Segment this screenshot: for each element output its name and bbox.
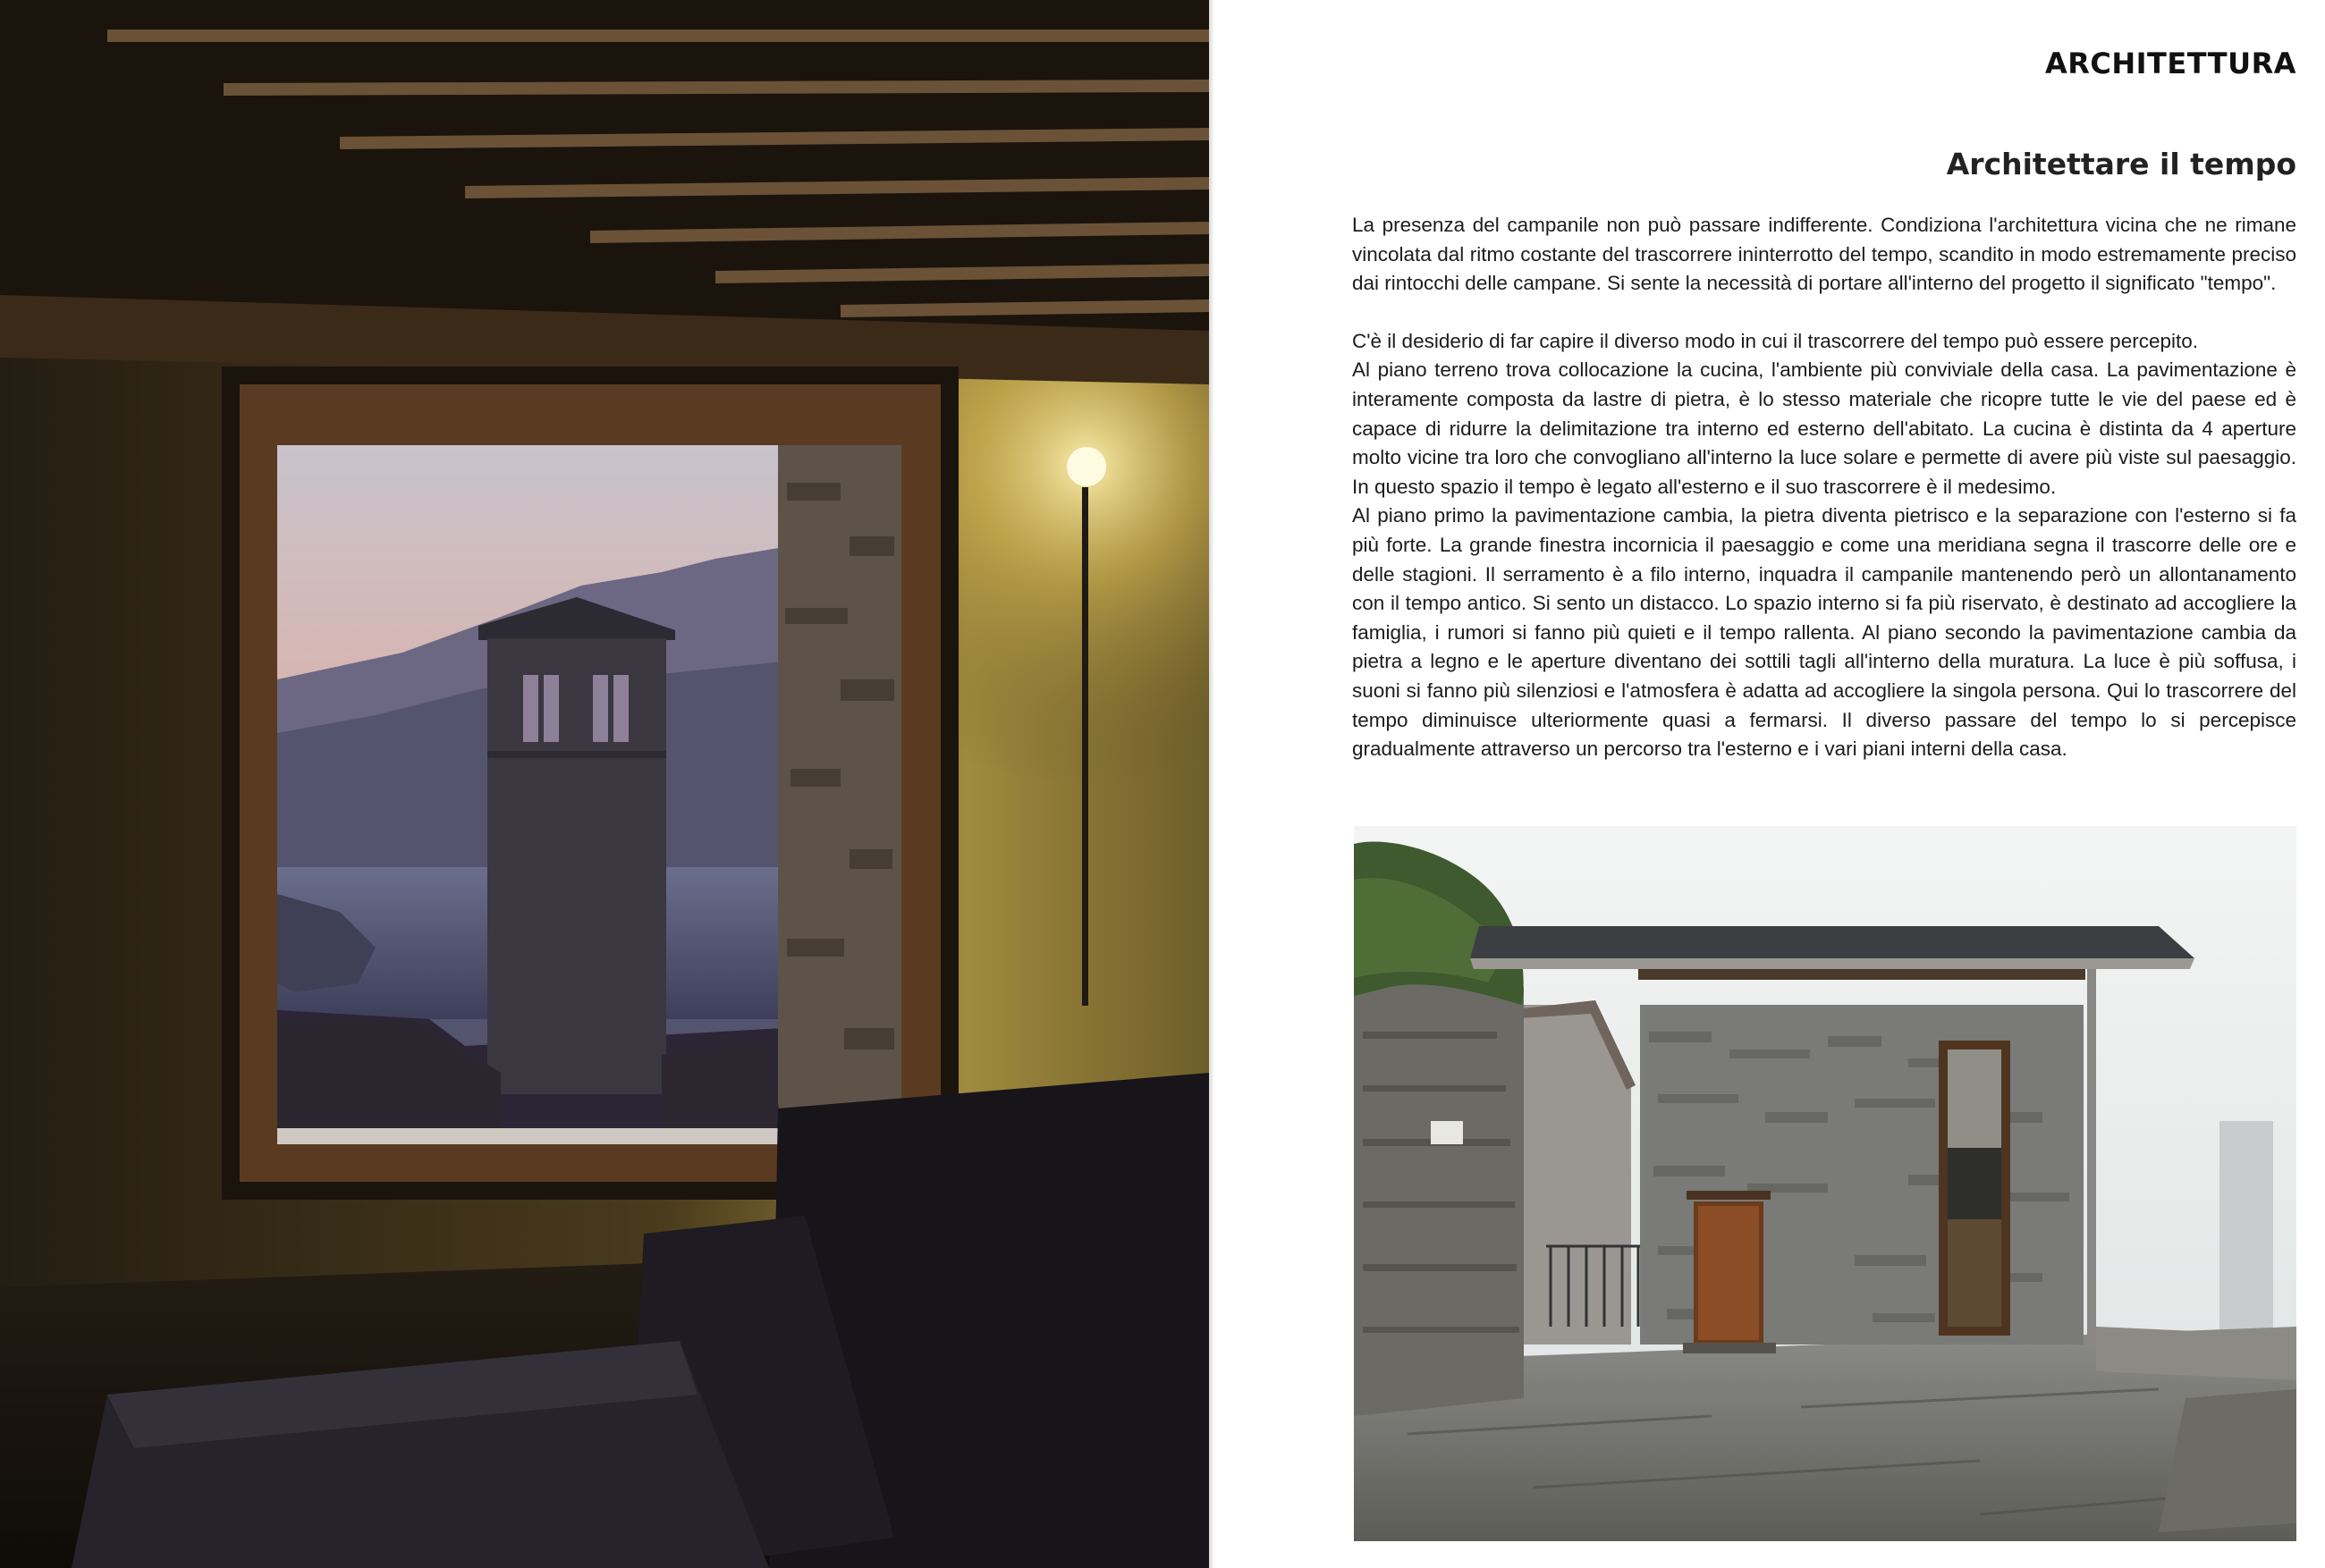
section-title: ARCHITETTURA	[2044, 46, 2296, 80]
paragraph-intro: La presenza del campanile non può passare indifferente. Condiziona l'architettura vicina che ne rimane vincolata dal ritmo costante del trascorrere ininterrotto del tempo, scandito in modo estremamente preciso dai rintocchi delle campane. Si sente la necessità di portare all'interno del progetto il significato "tempo".	[1352, 214, 2296, 295]
article-body	[1352, 211, 2296, 764]
paragraph-perception: C'è il desiderio di far capire il diverso modo in cui il trascorrere del tempo può essere percepito.	[1352, 329, 2198, 352]
page-gutter	[1209, 0, 1214, 1568]
article-title: Architettare il tempo	[1946, 147, 2296, 181]
paragraph-upper-floors: Al piano primo la pavimentazione cambia, la pietra diventa pietrisco e la separazione con l'esterno si fa più forte. La grande finestra incornicia il paesaggio e come una meridiana segna il trascorre delle ore e delle stagioni. Il serramento è a filo interno, inquadra il campanile mantenendo però un allontanamento con il tempo antico. Si sento un distacco. Lo spazio interno si fa più riservato, è destinato ad accogliere la famiglia, i rumori si fanno più quieti e il tempo rallenta. Al piano secondo la pavimentazione cambia da pietra a legno e le aperture diventano dei sottili tagli all'interno della muratura. La luce è più soffusa, i suoni si fanno più silenziosi e l'atmosfera è adatta ad accogliere la singola persona. Qui lo trascorrere del tempo diminuisce ulteriormente quasi a fermarsi. Il diverso passare del tempo lo si percepisce gradualmente attraverso un percorso tra l'esterno e i vari piani interni della casa.	[1352, 504, 2296, 761]
exterior-photo	[1354, 826, 2296, 1541]
paragraph-ground-floor: Al piano terreno trova collocazione la cucina, l'ambiente più conviviale della casa. La pavimentazione è interamente composta da lastre di pietra, è lo stesso materiale che ricopre tutte le vie del paese ed è capace di ridurre la delimitazione tra interno ed esterno dell'abitato. La cucina è distinta da 4 aperture molto vicine tra loro che convogliano all'interno la luce solare e permette di avere più viste sul paesaggio. In questo spazio il tempo è legato all'esterno e il suo trascorrere è il medesimo.	[1352, 358, 2296, 498]
